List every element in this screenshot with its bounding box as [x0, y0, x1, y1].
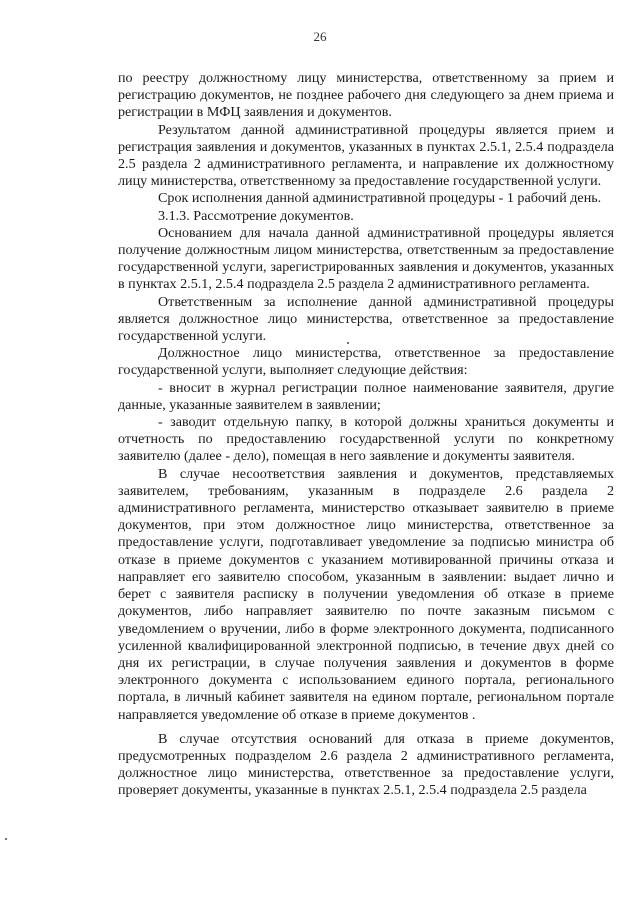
page-number: 26 — [313, 29, 327, 44]
scan-speck — [5, 838, 7, 840]
paragraph-responsible: Ответственным за исполнение данной административной процедуры является должностное лицо министерства, ответственное за предоставление государственной услуги. — [118, 293, 614, 345]
list-item-folder: - заводит отдельную папку, в которой должны храниться документы и отчетность по предоставлению государственной услуги по конкретному заявителю (далее - дело), помещая в него заявление и документы заявителя. — [118, 414, 614, 465]
paragraph-result: Результатом данной административной процедуры является прием и регистрация заявления и документов, указанных в пунктах 2.5.1, 2.5.4 подраздела 2.5 раздела 2 административного регламента, и направление их должностному лицу министерства, ответственному за предоставление государственной услуги. — [118, 121, 614, 190]
document-body — [118, 70, 614, 800]
paragraph-no-grounds: В случае отсутствия оснований для отказа в приеме документов, предусмотренных подразделом 2.6 раздела 2 административного регламента, должностное лицо министерства, ответственное за предоставление услуги, проверяет документы, указанные в пунктах 2.5.1, 2.5.4 подраздела 2.5 раздела — [118, 730, 614, 799]
paragraph-deadline: Срок исполнения данной административной процедуры - 1 рабочий день. — [158, 190, 602, 207]
paragraph-basis: Основанием для начала данной административной процедуры является получение должностным лицом министерства, ответственным за предоставление государственной услуги, зарегистрированных заявления и документов, указанных в пунктах 2.5.1, 2.5.4 подраздела 2.5 раздела 2 административного регламента. — [118, 224, 614, 293]
list-item-journal: - вносит в журнал регистрации полное наименование заявителя, другие данные, указанные заявителем в заявлении; — [118, 379, 614, 413]
paragraph-actions-intro: Должностное лицо министерства, ответственное за предоставление государственной услуги, выполняет следующие действия: — [118, 345, 614, 379]
paragraph-refusal: В случае несоответствия заявления и документов, представляемых заявителем, требованиям, указанным в подразделе 2.6 раздела 2 административного регламента, министерство отказывает заявителю в приеме документов, при этом должностное лицо министерства, ответственное за предоставление услуги, подготавливает уведомление за подписью министра об отказе в приеме документов с указанием мотивированной причины отказа и направляет его заявителю способом, указанным в заявлении: выдает лично и берет с заявителя расписку в получении уведомления об отказе в приеме документов, либо направляет заявителю по почте заказным письмом с уведомлением о вручении, либо в форме электронного документа, подписанного усиленной квалифицированной электронной подписью, в течение двух дней со дня их регистрации, в случае получения заявления и документов в форме электронного документа с использованием единого портала, регионального портала, в личный кабинет заявителя на едином портале, региональном портале направляется уведомление об отказе в приеме документов . — [118, 465, 614, 723]
scan-speck — [347, 342, 349, 344]
paragraph-continuation: по реестру должностному лицу министерства, ответственному за прием и регистрацию документов, не позднее рабочего дня следующего за днем приема и регистрации в МФЦ заявления и документов. — [118, 70, 614, 121]
section-heading: 3.1.3. Рассмотрение документов. — [158, 207, 354, 224]
